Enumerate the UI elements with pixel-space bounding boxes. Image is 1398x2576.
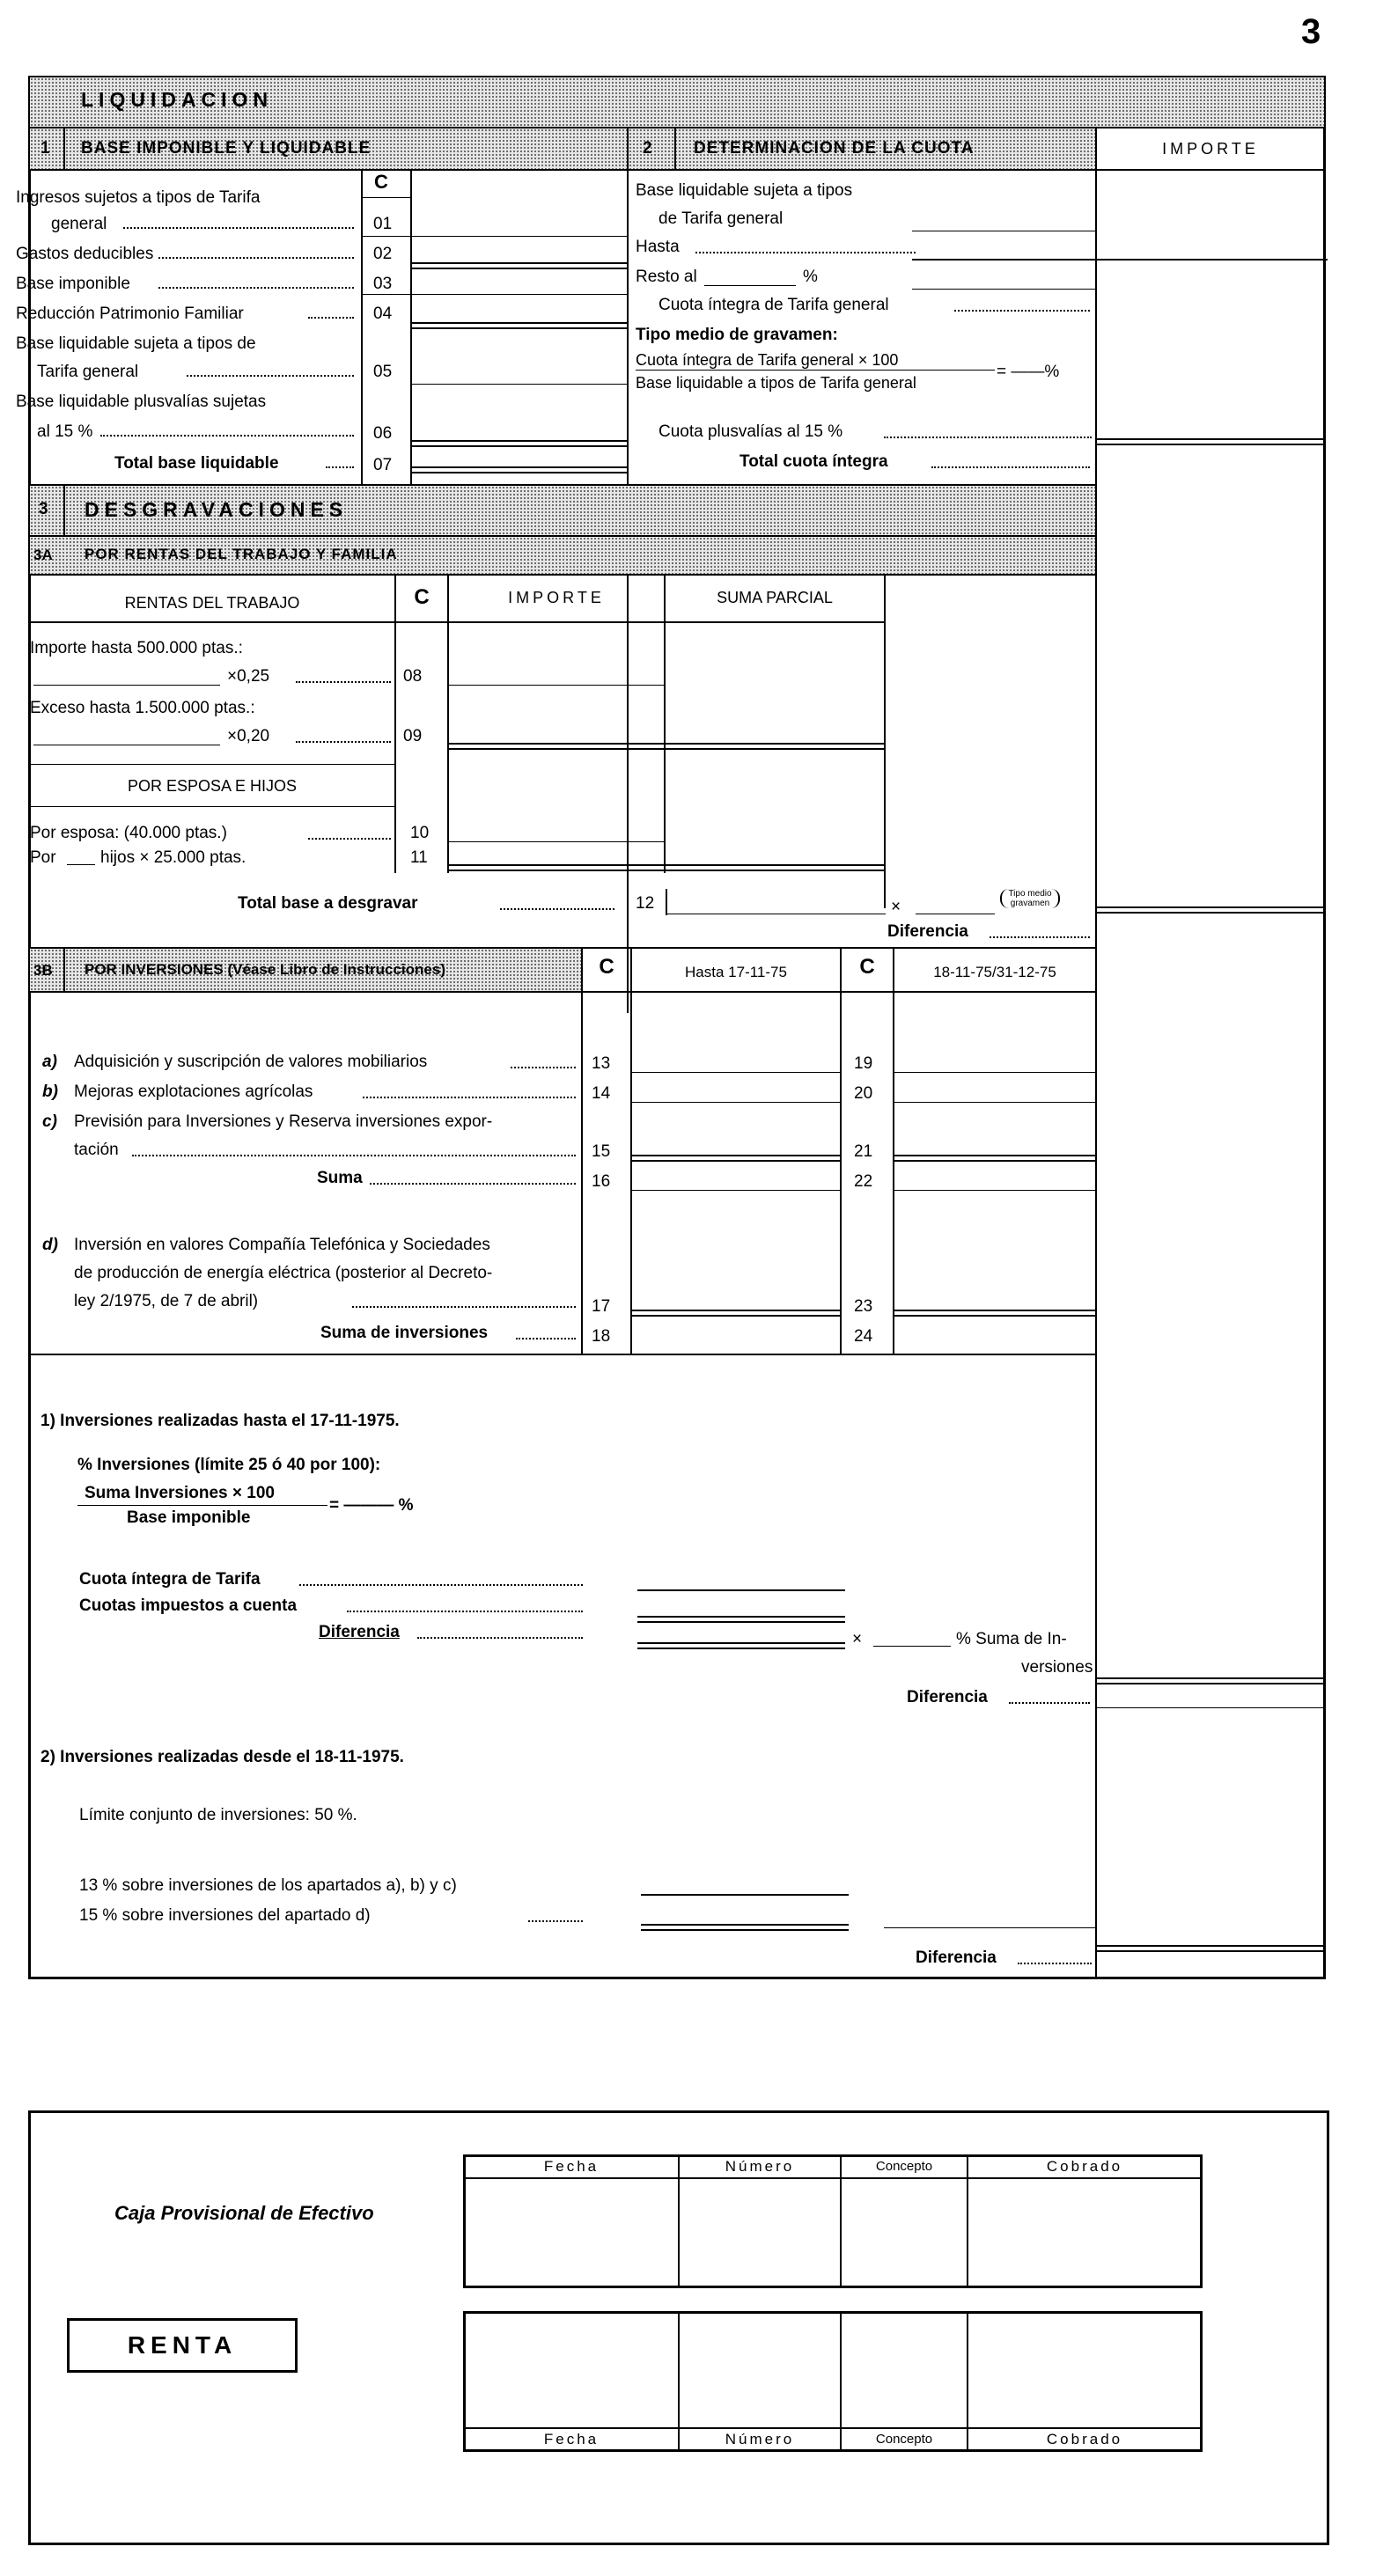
exceso-label: Exceso hasta 1.500.000 ptas.:: [30, 699, 255, 717]
section-2-number: 2: [643, 139, 652, 158]
code-09: 09: [403, 727, 423, 745]
s2-formula-num: Cuota íntegra de Tarifa general × 100: [636, 351, 899, 369]
section-3b-number: 3B: [33, 962, 53, 979]
section-3-title: DESGRAVACIONES: [85, 498, 349, 521]
code-17: 17: [592, 1297, 611, 1316]
formula-denominator: Base imponible: [127, 1508, 251, 1527]
code-18: 18: [592, 1327, 611, 1346]
item-c-marker: c): [42, 1112, 57, 1131]
section-1-number: 1: [40, 139, 50, 158]
s2-base-liquidable-label: Base liquidable sujeta a tipos: [636, 181, 853, 200]
s1-plusvalias-label: Base liquidable plusvalías sujetas: [16, 393, 267, 411]
code-01: 01: [373, 215, 393, 233]
s2-total-label: Total cuota íntegra: [739, 452, 888, 471]
s1-base-imponible-label: Base imponible: [16, 275, 130, 293]
item-d-label-2: de producción de energía eléctrica (posterior al Decreto-: [74, 1264, 493, 1282]
item-d-label-1: Inversión en valores Compañía Telefónica y Sociedades: [74, 1236, 490, 1254]
code-05: 05: [373, 363, 393, 381]
code-11: 11: [410, 848, 428, 867]
code-14: 14: [592, 1084, 611, 1103]
code-13: 13: [592, 1054, 611, 1073]
esposa-hijos-header: POR ESPOSA E HIJOS: [127, 777, 298, 795]
s3a-diferencia-label: Diferencia: [887, 922, 968, 941]
code-24: 24: [854, 1327, 873, 1346]
s2-resto-label: Resto al: [636, 268, 697, 286]
section-3a-number: 3A: [33, 547, 53, 563]
section-1-title: BASE IMPONIBLE Y LIQUIDABLE: [81, 139, 372, 158]
code-16: 16: [592, 1172, 611, 1191]
calc-diferencia-3: Diferencia: [916, 1949, 997, 1967]
hijos-label: hijos × 25.000 ptas.: [100, 848, 246, 867]
formula-numerator: Suma Inversiones × 100: [85, 1484, 275, 1502]
lower-cobrado-header: Cobrado: [1046, 2431, 1123, 2448]
s1-base-liquidable-label: Base liquidable sujeta a tipos de: [16, 334, 256, 353]
s2-tipo-medio-label: Tipo medio de gravamen:: [636, 326, 838, 344]
calc-heading-2: 2) Inversiones realizadas desde el 18-11-1975.: [40, 1748, 404, 1766]
importe-500k-label: Importe hasta 500.000 ptas.:: [30, 639, 243, 657]
code-08: 08: [403, 667, 423, 686]
calc-diferencia-2: Diferencia: [907, 1688, 988, 1706]
code-19: 19: [854, 1054, 873, 1073]
code-10: 10: [410, 824, 430, 842]
s1-total-label: Total base liquidable: [114, 454, 279, 473]
item-c-label-1: Previsión para Inversiones y Reserva inversiones expor-: [74, 1112, 493, 1131]
s2-plusvalias-label: Cuota plusvalías al 15 %: [659, 422, 843, 441]
code-02: 02: [373, 245, 393, 263]
caja-title: Caja Provisional de Efectivo: [114, 2202, 374, 2224]
section-3b-title: POR INVERSIONES (Véase Libro de Instrucciones): [85, 961, 445, 978]
tipo-medio-note: Tipo medio gravamen: [1000, 889, 1060, 908]
pct15-label: 15 % sobre inversiones del apartado d): [79, 1906, 371, 1925]
calc-diferencia-1: Diferencia: [319, 1623, 400, 1641]
title-liquidacion: LIQUIDACION: [81, 88, 274, 111]
code-15: 15: [592, 1142, 611, 1161]
lower-numero-header: Número: [725, 2431, 795, 2448]
s2-tarifa-general-label: de Tarifa general: [659, 209, 784, 228]
code-22: 22: [854, 1172, 873, 1191]
x020-label: ×0,20: [227, 727, 270, 745]
suma-inversiones-2: versiones: [1021, 1658, 1093, 1677]
s2-hasta-label: Hasta: [636, 238, 680, 256]
s2-resto-pct: %: [803, 268, 818, 286]
suma-label: Suma: [317, 1169, 363, 1187]
suma-parcial-header: SUMA PARCIAL: [717, 589, 833, 606]
s3b-code-header-1: C: [599, 955, 614, 979]
limite-label: Límite conjunto de inversiones: 50 %.: [79, 1806, 357, 1824]
upper-cobrado-header: Cobrado: [1046, 2158, 1123, 2175]
item-d-label-3: ley 2/1975, de 7 de abril): [74, 1292, 259, 1310]
esposa-label: Por esposa: (40.000 ptas.): [30, 824, 227, 842]
s2-formula-den: Base liquidable a tipos de Tarifa general: [636, 374, 916, 392]
lower-concepto-header: Concepto: [875, 2432, 933, 2447]
calc-heading-1: 1) Inversiones realizadas hasta el 17-11-1975.: [40, 1412, 400, 1430]
cuotas-impuestos-label: Cuotas impuestos a cuenta: [79, 1596, 298, 1615]
s1-general-label: general: [51, 215, 107, 233]
lower-fecha-header: Fecha: [543, 2431, 600, 2448]
code-04: 04: [373, 305, 393, 323]
item-b-label: Mejoras explotaciones agrícolas: [74, 1083, 313, 1101]
s2-cuota-integra-label: Cuota íntegra de Tarifa general: [659, 296, 889, 314]
s3b-code-header-2: C: [859, 955, 875, 979]
s1-gastos-label: Gastos deducibles: [16, 245, 154, 263]
page-number: 3: [1301, 12, 1321, 51]
section-2-title: DETERMINACION DE LA CUOTA: [694, 139, 975, 158]
suma-inversiones-1: % Suma de In-: [956, 1630, 1067, 1648]
code-12: 12: [636, 894, 655, 913]
section-3-number: 3: [39, 500, 48, 518]
code-07: 07: [373, 456, 393, 474]
code-06: 06: [373, 424, 393, 443]
s3a-code-header: C: [414, 585, 430, 609]
s1-ingresos-label: Ingresos sujetos a tipos de Tarifa: [16, 188, 261, 207]
formula-result: = ——— %: [329, 1496, 414, 1515]
s2-formula-eq: = ——%: [997, 363, 1060, 381]
hasta-17-11-75-header: Hasta 17-11-75: [685, 964, 787, 980]
item-b-marker: b): [42, 1083, 58, 1101]
item-a-label: Adquisición y suscripción de valores mobiliarios: [74, 1053, 428, 1071]
times-symbol: ×: [891, 898, 901, 916]
code-23: 23: [854, 1297, 873, 1316]
hijos-pre-label: Por: [30, 848, 56, 867]
s1-al15-label: al 15 %: [37, 422, 93, 441]
item-a-marker: a): [42, 1053, 57, 1071]
code-03: 03: [373, 275, 393, 293]
section-3a-title: POR RENTAS DEL TRABAJO Y FAMILIA: [85, 546, 398, 562]
code-20: 20: [854, 1084, 873, 1103]
item-c-label-2: tación: [74, 1141, 119, 1159]
pct-inversiones-label: % Inversiones (límite 25 ó 40 por 100):: [77, 1456, 381, 1474]
cuota-integra-label: Cuota íntegra de Tarifa: [79, 1570, 261, 1589]
s1-reduccion-label: Reducción Patrimonio Familiar: [16, 305, 244, 323]
importe-header: IMPORTE: [1162, 140, 1259, 158]
item-d-marker: d): [42, 1236, 58, 1254]
suma-inversiones-label: Suma de inversiones: [320, 1324, 489, 1342]
renta-label: RENTA: [127, 2331, 238, 2359]
rentas-trabajo-header: RENTAS DEL TRABAJO: [124, 594, 300, 612]
code-header: C: [374, 171, 388, 193]
s3a-importe-header: IMPORTE: [508, 589, 605, 606]
s1-tarifa-general-label: Tarifa general: [37, 363, 139, 381]
x025-label: ×0,25: [227, 667, 270, 686]
upper-fecha-header: Fecha: [543, 2158, 600, 2175]
upper-numero-header: Número: [725, 2158, 795, 2175]
pct13-label: 13 % sobre inversiones de los apartados a), b) y c): [79, 1876, 457, 1895]
code-21: 21: [854, 1142, 873, 1161]
periodo-header: 18-11-75/31-12-75: [933, 964, 1056, 980]
calc-times: ×: [852, 1630, 863, 1648]
total-base-desgravar-label: Total base a desgravar: [238, 894, 418, 913]
upper-concepto-header: Concepto: [875, 2159, 933, 2174]
